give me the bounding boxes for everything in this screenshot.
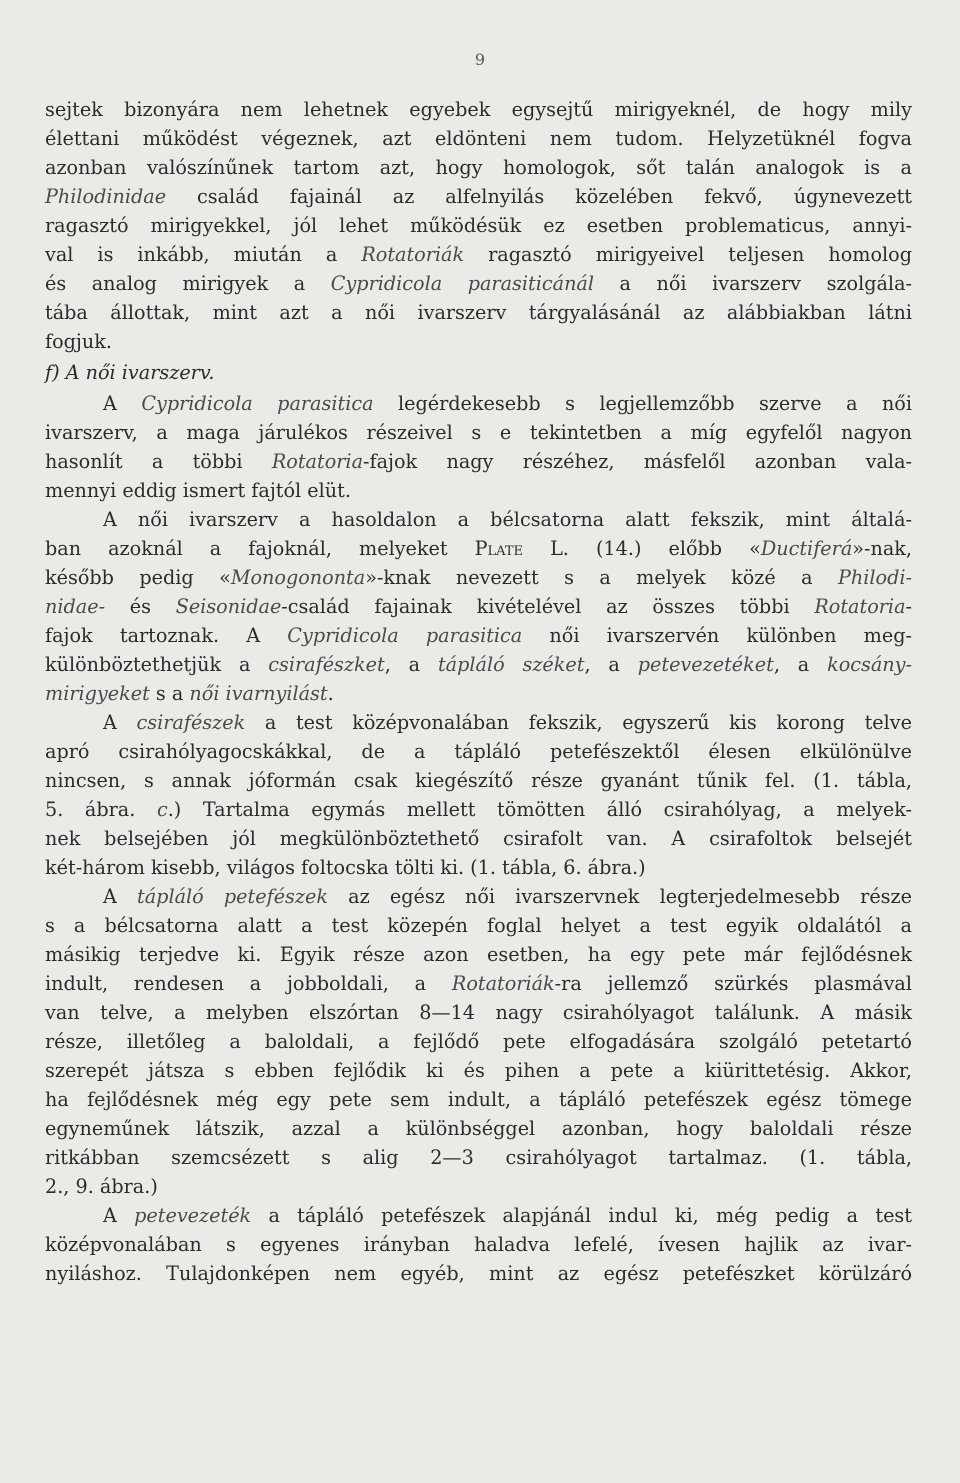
text-line: [45, 766, 912, 795]
italic-term: csirafészek: [136, 711, 246, 734]
text-line: [45, 969, 912, 998]
italic-term: Ductiferá: [760, 537, 853, 560]
text-run: A: [103, 1204, 135, 1227]
italic-term: Rotatoria: [271, 450, 364, 473]
text-run: része, illetőleg a baloldali, a fejlődő pete elfogadására szolgáló petetartó: [45, 1030, 912, 1053]
text-run: 5. ábra.: [45, 798, 157, 821]
italic-term: Monogononta: [230, 566, 366, 589]
text-run: van telve, a melyben elszórtan 8—14 nagy csirahólyagot találunk. A másik: [45, 1001, 912, 1024]
text-run: nincsen, s annak jóformán csak kiegészítő része gyanánt tűnik fel. (1. tábla,: [45, 769, 912, 792]
text-run: ritkábban szemcsézett s alig 2—3 csirahólyagot tartalmaz. (1. tábla,: [45, 1146, 912, 1169]
italic-term: kocsány-: [827, 653, 912, 676]
text-run: .) Tartalma egymás mellett tömötten álló csirahólyag, a melyek-: [167, 798, 912, 821]
text-line: [45, 1172, 912, 1201]
italic-term: Rotatoria: [814, 595, 906, 618]
italic-term: c: [156, 798, 168, 821]
text-line: [45, 211, 912, 240]
text-run: női ivarszervén különben meg-: [522, 624, 912, 647]
text-line: [45, 418, 912, 447]
text-run: az egész női ivarszervnek legterjedelmesebb része: [328, 885, 912, 908]
text-run: L. (14.) előbb «: [523, 537, 761, 560]
text-run: ragasztó mirigyeivel teljesen homolog: [464, 243, 912, 266]
text-run: szerepét játsza s ebben fejlődik ki és pihen a pete a kiürittetésig. Akkor,: [45, 1059, 912, 1082]
italic-term: Cypridicola parasiticánál: [330, 272, 594, 295]
text-run: , a: [384, 653, 438, 676]
text-line: [45, 153, 912, 182]
text-run: , a: [773, 653, 828, 676]
text-line: [45, 327, 912, 356]
italic-term: Rotatoriák: [361, 243, 465, 266]
text-run: és analog mirigyek a: [45, 272, 331, 295]
text-line: [45, 298, 912, 327]
text-run: nyiláshoz. Tulajdonképen nem egyéb, mint az egész petefészket körülzáró: [45, 1262, 912, 1285]
italic-term: mirigyeket: [45, 682, 150, 705]
text-run: ragasztó mirigyekkel, jól lehet működésük ez esetben problematicus, annyi-: [45, 214, 912, 237]
text-run: , a: [584, 653, 638, 676]
text-run: A női ivarszerv a hasoldalon a bélcsatorna alatt fekszik, mint általá-: [103, 508, 912, 531]
text-run: val is inkább, miután a: [45, 243, 362, 266]
text-run: ivarszerv, a maga járulékos részeivel s e tekintetben a míg egyfelől nagyon: [45, 421, 912, 444]
italic-term: petevezetéket: [637, 653, 774, 676]
text-run: fogjuk.: [45, 330, 112, 353]
text-line: [45, 240, 912, 269]
text-run: s a: [149, 682, 190, 705]
text-run: -ra jellemző szürkés plasmával: [554, 972, 913, 995]
italic-term: tápláló petefészek: [137, 885, 328, 908]
text-line: [45, 1230, 912, 1259]
author-name: Plate: [474, 537, 524, 560]
text-run: fajok tartoznak. A: [45, 624, 288, 647]
text-line: [45, 1085, 912, 1114]
text-line: [45, 534, 912, 563]
text-line: [45, 882, 912, 911]
text-run: a test középvonalában fekszik, egyszerű kis korong telve: [245, 711, 912, 734]
text-run: -család fajainak kivételével az összes többi: [281, 595, 815, 618]
italic-term: csirafészket: [268, 653, 385, 676]
text-line: [45, 505, 912, 534]
text-line: [45, 650, 912, 679]
text-run: tába állottak, mint azt a női ivarszerv tárgyalásánál az alábbiakban látni: [45, 301, 912, 324]
text-run: 2., 9. ábra.): [45, 1175, 158, 1198]
text-run: sejtek bizonyára nem lehetnek egyebek egysejtű mirigyeknél, de hogy mily: [45, 98, 912, 121]
text-line: [45, 476, 912, 505]
section-heading: [45, 358, 912, 387]
text-line: [45, 1114, 912, 1143]
text-line: [45, 182, 912, 211]
italic-term: Philodi-: [838, 566, 912, 589]
text-run: és: [105, 595, 176, 618]
text-line: [45, 940, 912, 969]
text-run: indult, rendesen a jobboldali, a: [45, 972, 452, 995]
italic-term: Rotatoriák: [451, 972, 555, 995]
text-line: [45, 853, 912, 882]
text-run: »-knak nevezett s a melyek közé a: [365, 566, 838, 589]
italic-term: nidae-: [45, 595, 106, 618]
text-run: ban azoknál a fajoknál, melyeket: [45, 537, 475, 560]
text-line: [45, 563, 912, 592]
text-run: mennyi eddig ismert fajtól elüt.: [45, 479, 351, 502]
text-line: [45, 708, 912, 737]
text-run: A: [103, 392, 142, 415]
text-line: [45, 1143, 912, 1172]
italic-term: tápláló széket: [437, 653, 585, 676]
text-line: [45, 1259, 912, 1288]
text-line: [45, 1056, 912, 1085]
text-run: s a bélcsatorna alatt a test közepén foglal helyet a test egyik oldalától a: [45, 914, 912, 937]
text-run: különböztethetjük a: [45, 653, 269, 676]
text-run: »-nak,: [852, 537, 913, 560]
text-line: [45, 998, 912, 1027]
text-line: [45, 95, 912, 124]
text-line: [45, 824, 912, 853]
text-run: A: [103, 885, 138, 908]
text-line: [45, 269, 912, 298]
body-text: [45, 95, 912, 1288]
text-run: élettani működést végeznek, azt eldönteni nem tudom. Helyzetüknél fogva: [45, 127, 912, 150]
text-run: A: [103, 711, 137, 734]
text-line: [45, 679, 912, 708]
text-run: apró csirahólyagocskákkal, de a tápláló petefészektől élesen elkülönülve: [45, 740, 912, 763]
text-run: hasonlít a többi: [45, 450, 272, 473]
text-run: legérdekesebb s legjellemzőbb szerve a női: [373, 392, 912, 415]
text-run: másikig terjedve ki. Egyik része azon esetben, ha egy pete már fejlődésnek: [45, 943, 912, 966]
text-line: [45, 592, 912, 621]
text-line: [45, 389, 912, 418]
italic-term: Seisonidae: [175, 595, 282, 618]
text-line: [45, 621, 912, 650]
text-run: -fajok nagy részéhez, másfelől azonban vala-: [363, 450, 912, 473]
text-run: nek belsejében jól megkülönböztethető csirafolt van. A csirafoltok belsejét: [45, 827, 912, 850]
text-run: család fajainál az alfelnyilás közelében fekvő, úgynevezett: [166, 185, 912, 208]
text-run: -: [905, 595, 912, 618]
text-run: középvonalában s egyenes irányban haladva lefelé, ívesen hajlik az ivar-: [45, 1233, 912, 1256]
text-line: [45, 795, 912, 824]
italic-term: Cypridicola parasitica: [141, 392, 374, 415]
text-run: f) A női ivarszerv.: [45, 361, 215, 384]
italic-term: női ivarnyilást: [189, 682, 328, 705]
text-run: később pedig «: [45, 566, 231, 589]
text-run: ha fejlődésnek még egy pete sem indult, a tápláló petefészek egész tömege: [45, 1088, 912, 1111]
text-run: a tápláló petefészek alapjánál indul ki, még pedig a test: [251, 1204, 912, 1227]
page-number: 9: [474, 50, 486, 69]
text-run: a női ivarszerv szolgála-: [594, 272, 912, 295]
text-line: [45, 124, 912, 153]
italic-term: petevezeték: [134, 1204, 252, 1227]
text-line: [45, 1027, 912, 1056]
text-line: [45, 911, 912, 940]
italic-term: Cypridicola parasitica: [287, 624, 523, 647]
text-line: [45, 1201, 912, 1230]
text-run: .: [327, 682, 334, 705]
text-line: [45, 447, 912, 476]
text-run: azonban valószínűnek tartom azt, hogy homologok, sőt talán analogok is a: [45, 156, 912, 179]
text-line: [45, 737, 912, 766]
text-run: egyneműnek látszik, azzal a különbséggel azonban, hogy baloldali része: [45, 1117, 912, 1140]
text-run: két-három kisebb, világos foltocska tölti ki. (1. tábla, 6. ábra.): [45, 856, 646, 879]
italic-term: Philodinidae: [45, 185, 167, 208]
